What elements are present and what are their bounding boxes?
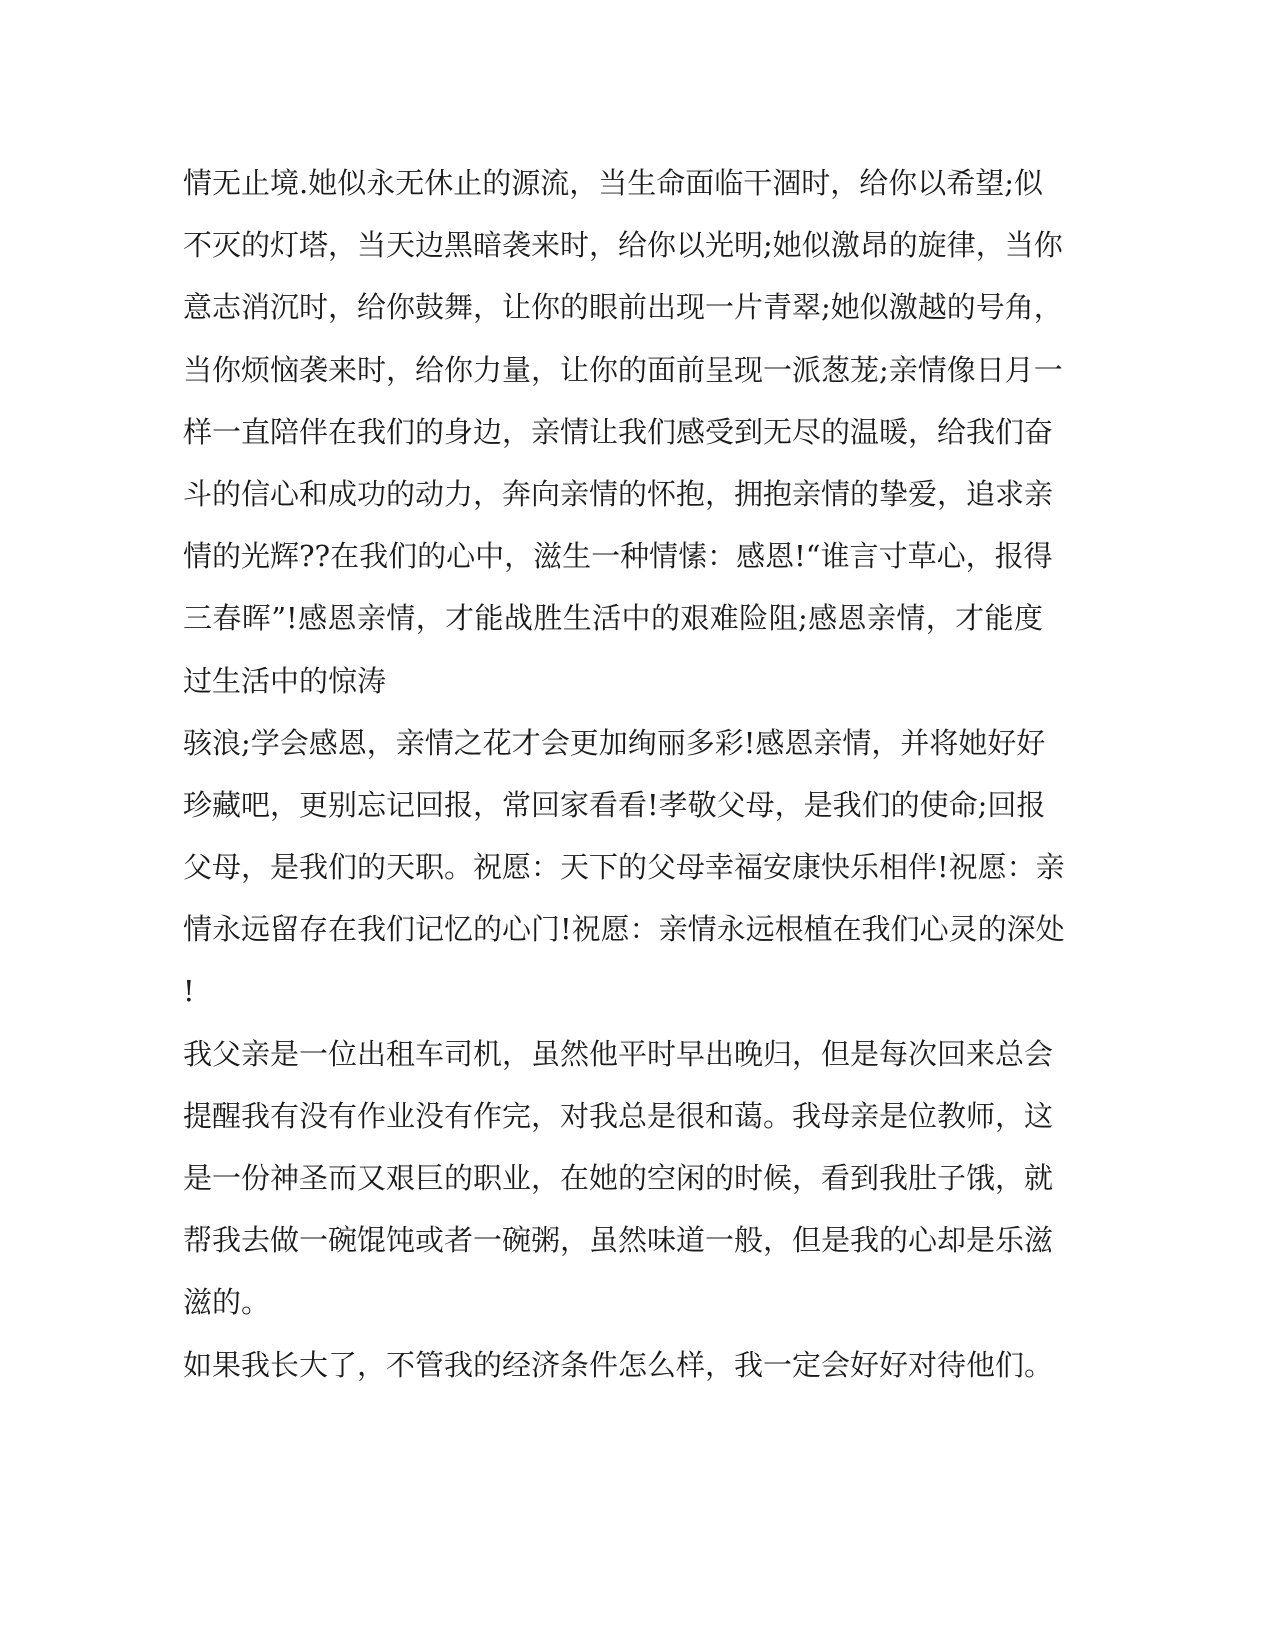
text-line: 是一份神圣而又艰巨的职业，在她的空闲的时候，看到我肚子饿，就 [183,1161,1054,1195]
text-line: 帮我去做一碗馄饨或者一碗粥，虽然味道一般，但是我的心却是乐滋 [183,1223,1054,1258]
text-line: 情永远留存在我们记忆的心门!祝愿：亲情永远根植在我们心灵的深处 [183,912,1065,947]
text-line: 当你烦恼袭来时，给你力量，让你的面前呈现一派葱茏;亲情像日月一 [183,352,1063,387]
document-body [183,152,1065,1396]
text-line: 珍藏吧，更别忘记回报，常回家看看!孝敬父母，是我们的使命;回报 [183,787,1046,822]
text-line: 情无止境.她似永无休止的源流，当生命面临干涸时，给你以希望;似 [183,166,1043,200]
text-line: 意志消沉时，给你鼓舞，让你的眼前出现一片青翠;她似激越的号角， [183,290,1063,325]
text-line: 不灭的灯塔，当天边黑暗袭来时，给你以光明;她似激昂的旋律，当你 [183,228,1063,263]
text-line: 父母，是我们的天职。祝愿：天下的父母幸福安康快乐相伴!祝愿：亲 [183,850,1065,885]
text-line: 过生活中的惊涛 [183,663,387,698]
text-line: ! [183,974,195,1009]
text-line: 斗的信心和成功的动力，奔向亲情的怀抱，拥抱亲情的挚爱，追求亲 [183,476,1054,511]
text-line: 滋的。 [183,1285,271,1320]
text-line: 我父亲是一位出租车司机，虽然他平时早出晚归，但是每次回来总会 [183,1036,1054,1071]
text-line: 提醒我有没有作业没有作完，对我总是很和蔼。我母亲是位教师，这 [183,1098,1054,1133]
text-line: 三春晖”!感恩亲情，才能战胜生活中的艰难险阻;感恩亲情，才能度 [183,601,1043,636]
text-line: 骇浪;学会感恩，亲情之花才会更加绚丽多彩!感恩亲情，并将她好好 [183,725,1046,760]
text-line: 情的光辉??在我们的心中，滋生一种情愫：感恩!“谁言寸草心，报得 [183,539,1053,574]
text-line: 如果我长大了，不管我的经济条件怎么样，我一定会好好对待他们。 [183,1347,1054,1382]
text-line: 样一直陪伴在我们的身边，亲情让我们感受到无尽的温暖，给我们奋 [183,414,1054,449]
